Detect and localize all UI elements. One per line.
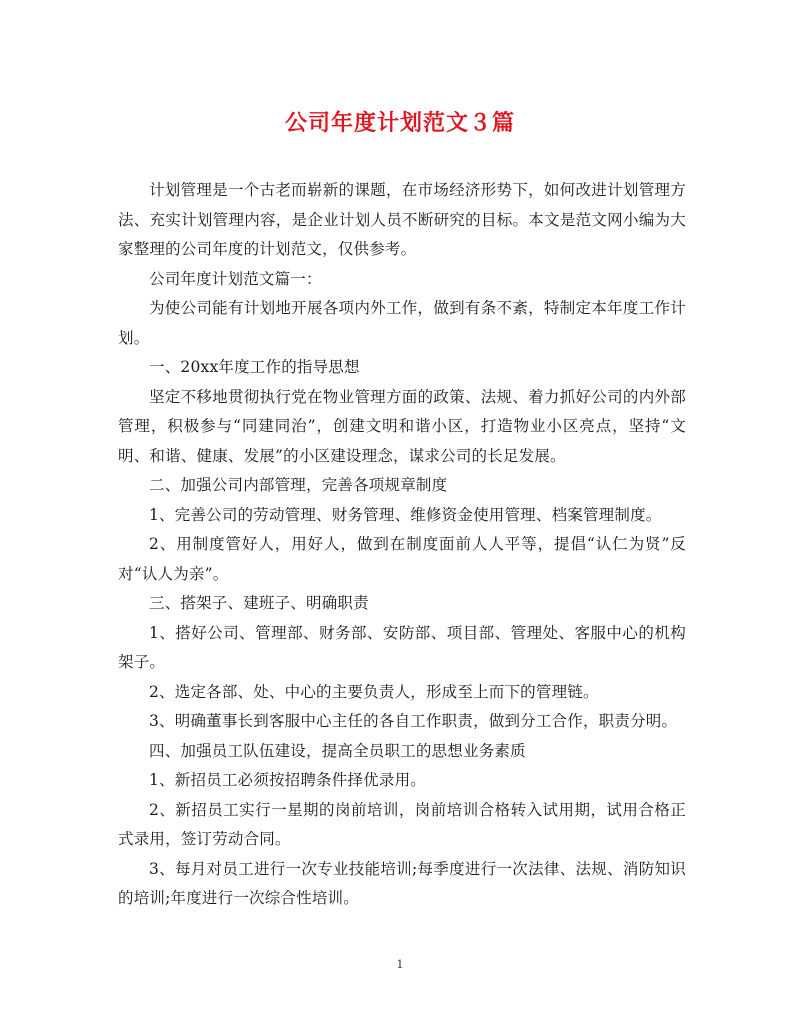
heading-internal-management: 二、加强公司内部管理，完善各项规章制度 xyxy=(149,476,448,494)
intro-paragraph: 计划管理是一个古老而崭新的课题，在市场经济形势下，如何改进计划管理方法、充实计划管理内容，是企业计划人员不断研究的目标。本文是范文网小编为大家整理的公司年度的计划范文，仅供参考。 xyxy=(118,181,686,258)
page-number: 1 xyxy=(396,958,404,971)
heading-organization: 三、搭架子、建班子、明确职责 xyxy=(149,594,369,612)
list-item: 1、完善公司的劳动管理、财务管理、维修资金使用管理、档案管理制度。 xyxy=(149,505,662,524)
section-heading-plan-one: 公司年度计划范文篇一： xyxy=(149,269,322,288)
list-item: 2、选定各部、处、中心的主要负责人，形成至上而下的管理链。 xyxy=(149,682,599,701)
paragraph-guiding-thought: 坚定不移地贯彻执行党在物业管理方面的政策、法规、着力抓好公司的内外部管理，积极参与“同建同治”，创建文明和谐小区，打造物业小区亮点，坚持“文明、和谐、健康、发展”的小区建设理念，谋求公司的长足发展。 xyxy=(118,387,686,465)
document-title: 公司年度计划范文３篇 xyxy=(284,110,515,136)
list-item: 3、每月对员工进行一次专业技能培训;每季度进行一次法律、法规、消防知识的培训;年度进行一次综合性培训。 xyxy=(118,859,686,907)
list-item: 2、用制度管好人，用好人，做到在制度面前人人平等，提倡“认仁为贤”反对“认人为亲”。 xyxy=(118,535,686,583)
heading-guiding-thought: 一、20xx年度工作的指导思想 xyxy=(149,358,360,376)
list-item: 1、搭好公司、管理部、财务部、安防部、项目部、管理处、客服中心的机构架子。 xyxy=(118,623,686,671)
list-item: 3、明确董事长到客服中心主任的各自工作职责，做到分工合作，职责分明。 xyxy=(149,712,678,730)
list-item: 1、新招员工必须按招聘条件择优录用。 xyxy=(149,771,426,789)
document-body xyxy=(118,176,686,914)
paragraph-purpose: 为使公司能有计划地开展各项内外工作，做到有条不紊，特制定本年度工作计划。 xyxy=(118,299,686,347)
list-item: 2、新招员工实行一星期的岗前培训，岗前培训合格转入试用期，试用合格正式录用，签订劳动合同。 xyxy=(118,800,686,848)
heading-staff-building: 四、加强员工队伍建设，提高全员职工的思想业务素质 xyxy=(149,741,526,760)
